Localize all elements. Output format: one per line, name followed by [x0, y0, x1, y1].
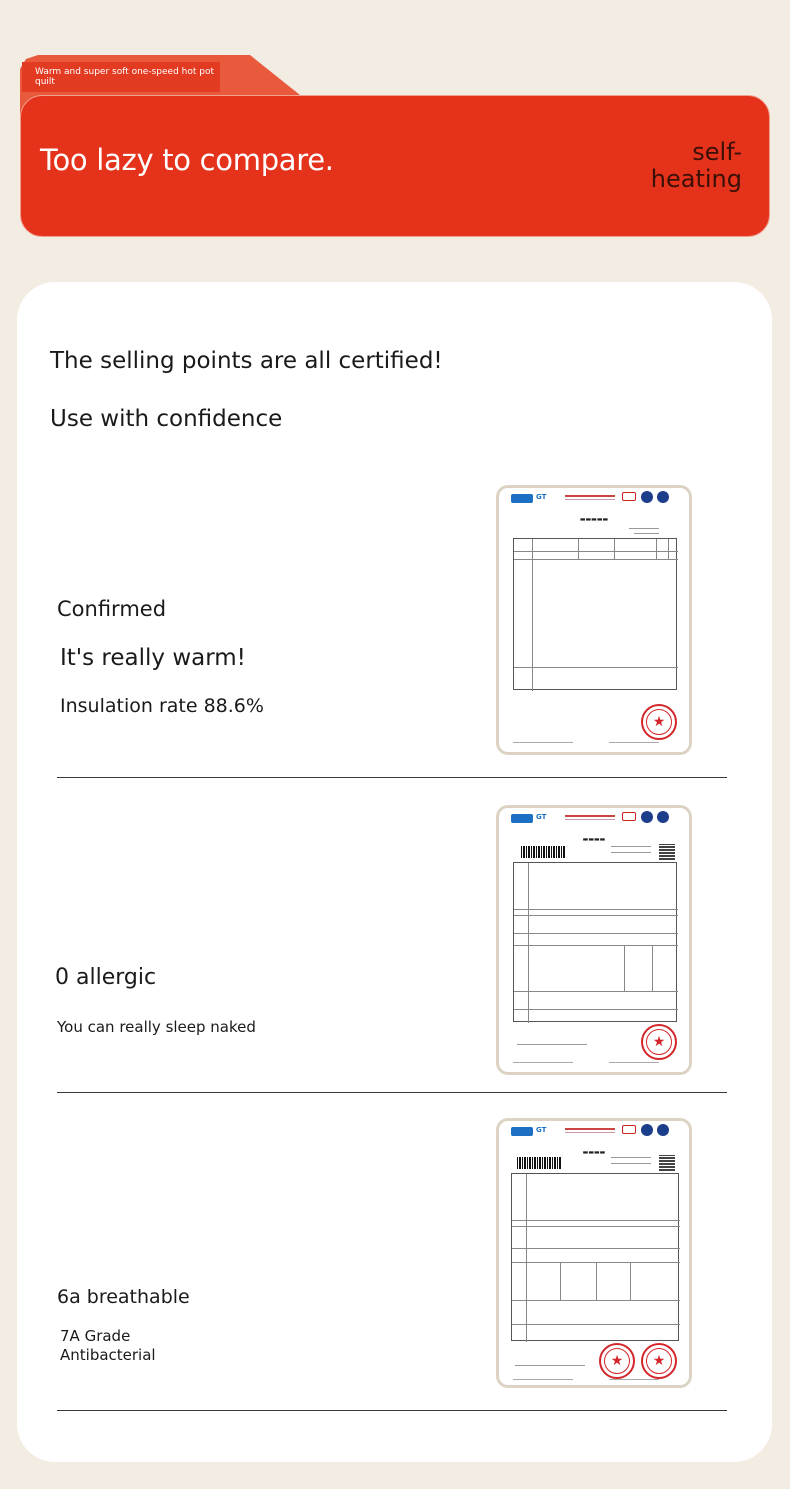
info-line — [611, 1163, 651, 1164]
footer-line — [609, 1379, 659, 1380]
footer-line — [513, 742, 573, 743]
barcode-icon — [517, 1157, 561, 1169]
page-number-line — [634, 533, 659, 534]
report-table — [513, 862, 677, 1022]
section-divider — [57, 1092, 727, 1093]
org-name-line — [565, 819, 615, 820]
info-line — [611, 852, 651, 853]
section-divider — [57, 777, 727, 778]
footer-line — [513, 1062, 573, 1063]
test-report-icon — [496, 1118, 692, 1388]
org-name-line — [565, 815, 615, 817]
card-headline: The selling points are all certified! — [50, 348, 443, 374]
section-divider — [57, 1410, 727, 1411]
report-heading: ▬▬▬▬ — [582, 1149, 606, 1156]
org-name-line — [565, 1128, 615, 1130]
test-report-appendix-icon — [496, 485, 692, 755]
section-3-detail: 7A Grade Antibacterial — [60, 1327, 156, 1364]
report-table — [513, 538, 677, 690]
org-name-line — [565, 1132, 615, 1133]
star-seal-icon: ★ — [641, 1343, 677, 1379]
qr-code-icon — [659, 844, 675, 860]
cma-mark-icon — [622, 812, 636, 821]
banner-slogan: Too lazy to compare. — [40, 143, 334, 177]
ilac-badge-icon — [657, 1124, 669, 1136]
info-line — [611, 1157, 651, 1158]
brand-mark: GT — [536, 493, 547, 501]
section-1-claim: It's really warm! — [60, 645, 246, 671]
footer-line — [609, 742, 659, 743]
star-seal-icon: ★ — [641, 704, 677, 740]
section-3-label: 6a breathable — [57, 1286, 190, 1308]
brand-logo-icon — [511, 814, 533, 823]
brand-mark: GT — [536, 1126, 547, 1134]
cnas-badge-icon — [641, 811, 653, 823]
brand-logo-icon — [511, 494, 533, 503]
cnas-badge-icon — [641, 491, 653, 503]
section-2-detail: You can really sleep naked — [57, 1018, 256, 1036]
info-line — [611, 846, 651, 847]
qr-code-icon — [659, 1155, 675, 1171]
card-subline: Use with confidence — [50, 406, 283, 432]
report-number-line — [629, 528, 659, 529]
report-table — [511, 1173, 679, 1341]
section-1-detail: Insulation rate 88.6% — [60, 695, 264, 717]
section-2-label: 0 allergic — [55, 965, 157, 990]
cnas-badge-icon — [641, 1124, 653, 1136]
report-heading: ▬▬▬▬ — [582, 836, 606, 843]
footer-line — [513, 1379, 573, 1380]
brand-mark: GT — [536, 813, 547, 821]
org-name-line — [565, 495, 615, 497]
test-report-icon — [496, 805, 692, 1075]
org-name-line — [565, 499, 615, 500]
signature-line — [517, 1044, 587, 1045]
product-tagline: Warm and super soft one-speed hot pot quilt — [35, 67, 214, 87]
ilac-badge-icon — [657, 811, 669, 823]
star-seal-icon: ★ — [599, 1343, 635, 1379]
footer-line — [609, 1062, 659, 1063]
barcode-icon — [521, 846, 565, 858]
brand-logo-icon — [511, 1127, 533, 1136]
cma-mark-icon — [622, 1125, 636, 1134]
banner-feature: self-heating — [650, 138, 742, 193]
star-seal-icon: ★ — [641, 1024, 677, 1060]
cma-mark-icon — [622, 492, 636, 501]
report-heading: ▬▬▬▬▬ — [579, 516, 609, 523]
ilac-badge-icon — [657, 491, 669, 503]
signature-line — [515, 1365, 585, 1366]
section-1-label: Confirmed — [57, 597, 167, 621]
